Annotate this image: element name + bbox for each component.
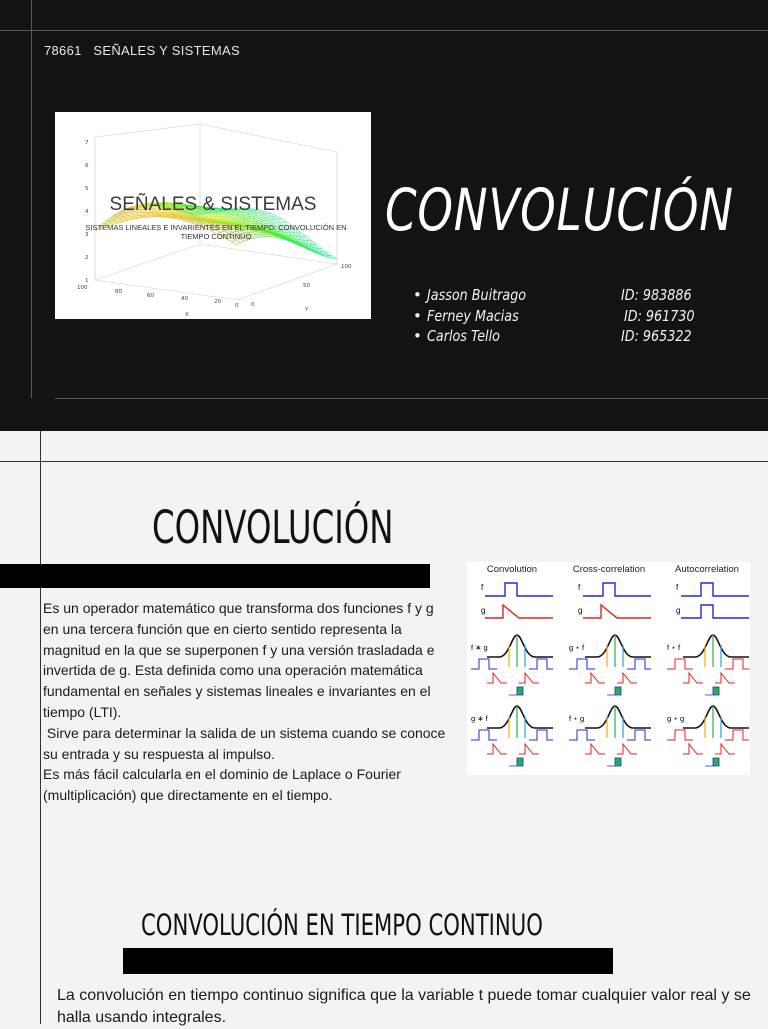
row-label: g ∗ f xyxy=(471,714,488,723)
shifted-signal xyxy=(683,744,703,754)
row-label: f xyxy=(578,583,581,592)
result-curve xyxy=(585,635,651,657)
f-signal-curve xyxy=(485,583,553,596)
section-heading: CONVOLUCIÓN EN TIEMPO CONTINUO xyxy=(141,908,543,942)
course-code: 78661 xyxy=(44,43,82,58)
row-label: g xyxy=(578,606,583,615)
row-label: g ⋆ f xyxy=(569,643,585,652)
result-curve xyxy=(683,706,749,728)
shifted-signal xyxy=(667,730,693,740)
overlap-area xyxy=(607,758,621,766)
shifted-signal xyxy=(617,744,637,754)
shifted-signal xyxy=(519,744,539,754)
z-tick: 2 xyxy=(85,255,89,261)
author-name: Carlos Tello xyxy=(427,327,500,345)
overlap-area xyxy=(705,758,719,766)
result-curve xyxy=(683,635,749,657)
shifted-signal xyxy=(585,744,605,754)
y-tick: 50 xyxy=(303,283,310,289)
column-header: Autocorrelation xyxy=(675,564,739,575)
divider-left xyxy=(31,0,32,398)
g-signal-curve xyxy=(583,605,651,618)
definition-text xyxy=(43,598,453,806)
overlap-area xyxy=(509,687,523,695)
divider-top xyxy=(0,461,768,462)
row-label: g xyxy=(676,606,681,615)
x-tick: 60 xyxy=(147,293,154,299)
y-axis-label: Y xyxy=(305,307,309,313)
shifted-signal xyxy=(617,673,637,683)
column-header: Cross-correlation xyxy=(572,564,646,575)
f-signal-curve xyxy=(583,583,651,596)
x-tick: 20 xyxy=(214,299,221,305)
shifted-signal xyxy=(627,730,651,740)
author-item xyxy=(413,327,713,348)
g-signal-curve xyxy=(681,605,749,618)
author-item xyxy=(413,286,713,307)
z-tick: 6 xyxy=(85,163,89,169)
author-list xyxy=(413,286,713,348)
shifted-signal xyxy=(487,673,507,683)
result-curve xyxy=(487,706,553,728)
heading-underline-bar xyxy=(0,564,430,588)
x-tick: 100 xyxy=(77,285,88,291)
x-tick: 0 xyxy=(235,303,239,309)
row-label: f ⋆ f xyxy=(667,643,681,652)
title-slide xyxy=(0,0,768,431)
section-heading: CONVOLUCIÓN xyxy=(152,501,394,554)
bullet-icon: • xyxy=(413,306,422,325)
author-name: Ferney Macias xyxy=(427,306,519,325)
author-name: Jasson Buitrago xyxy=(427,286,527,304)
shifted-signal xyxy=(627,659,651,669)
shifted-signal xyxy=(529,659,553,669)
result-curve xyxy=(585,706,651,728)
divider-bottom xyxy=(55,398,768,399)
convolution-comparison-figure xyxy=(467,562,750,775)
g-signal-curve xyxy=(485,605,553,618)
continuous-time-text: La convolución en tiempo continuo significa que la variable t puede tomar cualquier valor real y se halla usando integrales. xyxy=(57,987,751,1026)
course-name: SEÑALES Y SISTEMAS xyxy=(93,43,240,58)
result-curve xyxy=(487,635,553,657)
shifted-signal xyxy=(471,730,497,740)
bullet-icon: • xyxy=(413,286,422,304)
z-tick: 5 xyxy=(85,186,89,192)
author-id: ID: 965322 xyxy=(621,327,692,345)
cover-subtitle: SISTEMAS LINEALES E INVARIENTES EN EL TIEMPO: CONVOLUCIÓN EN TIEMPO CONTINUO xyxy=(85,223,347,241)
z-tick: 1 xyxy=(85,278,89,284)
f-signal-curve xyxy=(681,583,749,596)
row-label: f ∗ g xyxy=(471,643,488,652)
column-header: Convolution xyxy=(486,564,538,575)
x-tick: 80 xyxy=(115,289,122,295)
y-tick: 0 xyxy=(251,302,255,308)
continuous-time-slide xyxy=(0,891,768,1024)
z-tick: 3 xyxy=(85,232,89,238)
author-item xyxy=(413,307,713,328)
x-axis-label: X xyxy=(185,312,189,318)
shifted-signal xyxy=(715,744,735,754)
shifted-signal xyxy=(585,673,605,683)
paragraph: Es más fácil calcularla en el dominio de Laplace o Fourier (multiplicación) que directamente en el tiempo. xyxy=(43,766,401,804)
paragraph: Es un operador matemático que transforma dos funciones f y g en una tercera función que en cierto sentido representa la magnitud en la que se superponen f y una versión trasladada e invertida de g. Esta definida como una operación matemática fundamental en señales y sistemas lineales e invariantes en el tiempo (LTI). xyxy=(43,600,435,720)
y-tick: 100 xyxy=(341,264,352,270)
row-label: f ⋆ g xyxy=(569,714,585,723)
shifted-signal xyxy=(487,744,507,754)
shifted-signal xyxy=(471,659,497,669)
heading-underline-bar xyxy=(123,948,613,974)
shifted-signal xyxy=(569,730,595,740)
overlap-area xyxy=(509,758,523,766)
convolution-diagram xyxy=(467,562,750,775)
bullet-icon: • xyxy=(413,327,422,345)
overlap-area xyxy=(705,687,719,695)
shifted-signal xyxy=(715,673,735,683)
shifted-signal xyxy=(725,659,749,669)
divider-left xyxy=(40,891,41,1024)
row-label: g xyxy=(481,606,486,615)
cover-image xyxy=(55,112,371,319)
shifted-signal xyxy=(519,673,539,683)
row-label: g ⋆ g xyxy=(667,714,685,723)
shifted-signal xyxy=(529,730,553,740)
divider-left xyxy=(40,431,41,891)
course-label xyxy=(44,43,240,58)
presentation-title: CONVOLUCIÓN xyxy=(385,176,734,244)
definition-slide xyxy=(0,431,768,891)
x-tick: 40 xyxy=(181,296,188,302)
row-label: f xyxy=(481,583,484,592)
shifted-signal xyxy=(667,659,693,669)
author-id: ID: 983886 xyxy=(621,286,692,304)
author-id: ID: 961730 xyxy=(624,306,695,325)
divider-top xyxy=(0,30,768,31)
shifted-signal xyxy=(725,730,749,740)
row-label: f xyxy=(676,583,679,592)
diagram-curves xyxy=(471,583,749,766)
z-tick: 4 xyxy=(85,209,89,215)
shifted-signal xyxy=(683,673,703,683)
shifted-signal xyxy=(569,659,595,669)
cover-title: SEÑALES & SISTEMAS xyxy=(109,194,317,215)
z-tick: 7 xyxy=(85,140,89,146)
overlap-area xyxy=(607,687,621,695)
paragraph: Sirve para determinar la salida de un sistema cuando se conoce su entrada y su respuesta al impulso. xyxy=(43,724,450,762)
